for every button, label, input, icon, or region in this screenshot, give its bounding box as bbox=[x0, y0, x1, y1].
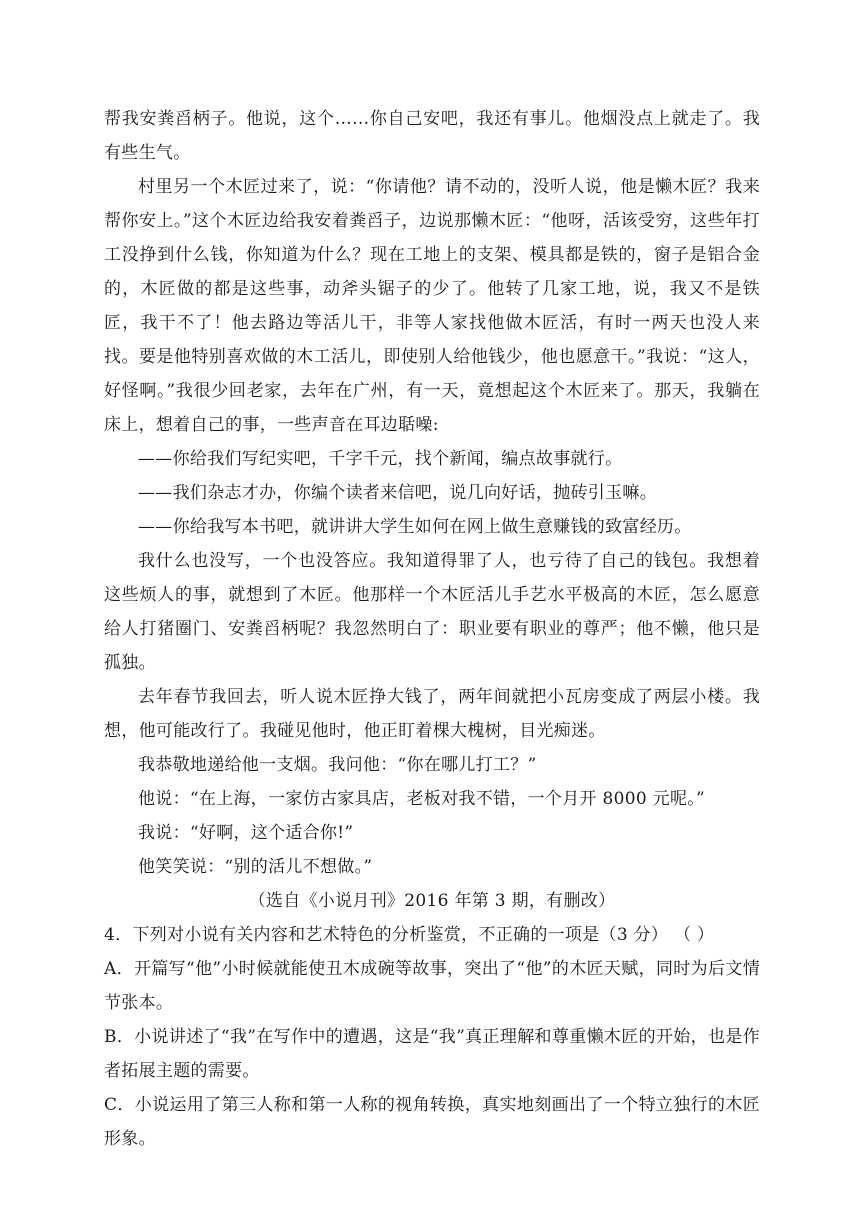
source-citation: （选自《小说月刊》2016 年第 3 期，有删改） bbox=[248, 891, 616, 911]
question-option-b: B．小说讲述了“我”在写作中的遭遇，这是“我”真正理解和尊重懒木匠的开始，也是作者拓展主题的需要。 bbox=[104, 1027, 760, 1081]
question-option-c: C．小说运用了第三人称和第一人称的视角转换，真实地刻画出了一个特立独行的木匠形象。 bbox=[104, 1095, 760, 1149]
story-paragraph: 村里另一个木匠过来了，说：“你请他？请不动的，没听人说，他是懒木匠？我来帮你安上。”这个木匠边给我安着粪舀子，边说那懒木匠：“他呀，活该受穷，这些年打工没挣到什么钱，你知道为什么？现在工地上的支架、模具都是铁的，窗子是铝合金的，木匠做的都是这些事，动斧头锯子的少了。他转了几家工地，说，我又不是铁匠，我干不了！他去路边等活儿干，非等人家找他做木匠活，有时一两天也没人来找。要是他特别喜欢做的木工活儿，即使别人给他钱少，他也愿意干。”我说：“这人，好怪啊。”我很少回老家，去年在广州，有一天，竟想起这个木匠来了。那天，我躺在床上，想着自己的事，一些声音在耳边聒噪: bbox=[104, 177, 760, 435]
question-stem: 4．下列对小说有关内容和艺术特色的分析鉴赏，不正确的一项是（3 分） （ ） bbox=[104, 925, 715, 945]
story-paragraph: 他笑笑说：“别的活儿不想做。” bbox=[138, 857, 373, 877]
story-paragraph: 去年春节我回去，听人说木匠挣大钱了，两年间就把小瓦房变成了两层小楼。我想，他可能改行了。我碰见他时，他正盯着棵大槐树，目光痴迷。 bbox=[104, 687, 760, 741]
story-paragraph: ——你给我写本书吧，就讲讲大学生如何在网上做生意赚钱的致富经历。 bbox=[138, 517, 692, 537]
story-paragraph: 我恭敬地递给他一支烟。我问他：“你在哪儿打工？” bbox=[138, 755, 537, 775]
story-paragraph: ——你给我们写纪实吧，千字千元，找个新闻，编点故事就行。 bbox=[138, 449, 623, 469]
question-option-a: A．开篇写“他”小时候就能使丑木成碗等故事，突出了“他”的木匠天赋，同时为后文情节张本。 bbox=[104, 959, 760, 1013]
document-page bbox=[104, 102, 760, 1156]
story-paragraph: 我什么也没写，一个也没答应。我知道得罪了人，也亏待了自己的钱包。我想着这些烦人的事，就想到了木匠。他那样一个木匠活儿手艺水平极高的木匠，怎么愿意给人打猪圈门、安粪舀柄呢？我忽然明白了：职业要有职业的尊严；他不懒，他只是孤独。 bbox=[104, 551, 760, 673]
story-paragraph: 帮我安粪舀柄子。他说，这个……你自己安吧，我还有事儿。他烟没点上就走了。我有些生气。 bbox=[104, 109, 760, 163]
story-paragraph: 他说：“在上海，一家仿古家具店，老板对我不错，一个月开 8000 元呢。” bbox=[138, 789, 706, 809]
story-paragraph: 我说：“好啊，这个适合你!” bbox=[138, 823, 354, 843]
story-paragraph: ——我们杂志才办，你编个读者来信吧，说几向好话，抛砖引玉嘛。 bbox=[138, 483, 657, 503]
